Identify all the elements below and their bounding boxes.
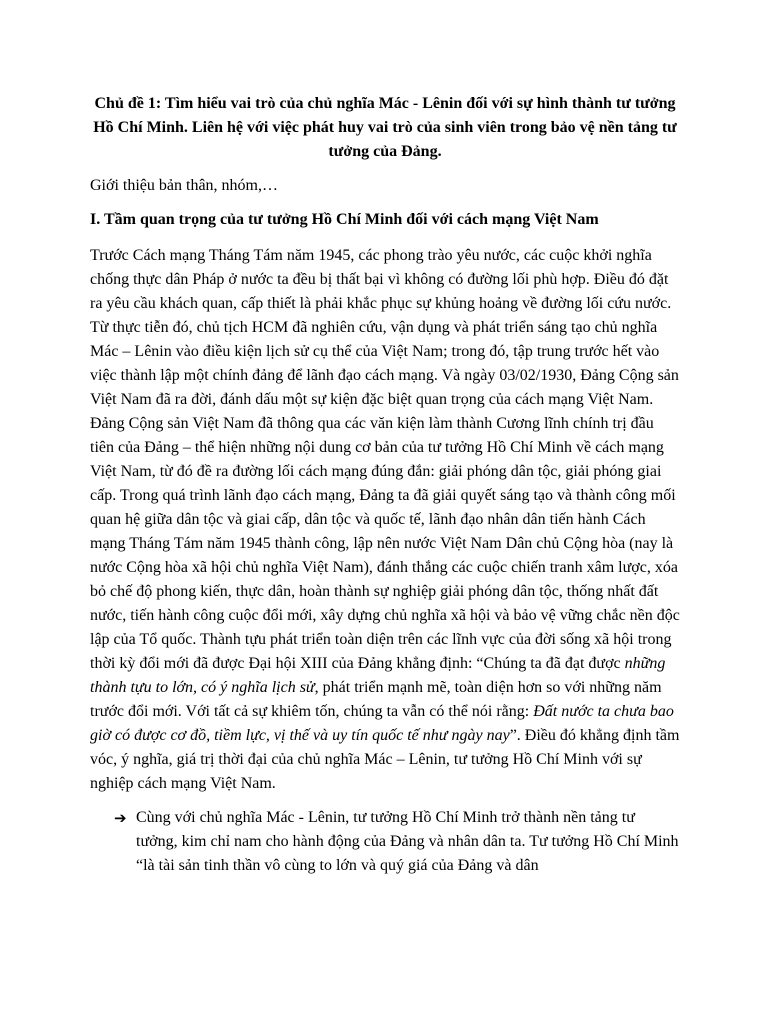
paragraph-text-2: , phát triển mạnh mẽ, toàn diện hơn so với những năm trước đổi mới. Với tất cả sự khiêm tốn, chúng ta vẫn có thể nói rằng: [90, 679, 662, 720]
bullet-text: Cùng với chủ nghĩa Mác - Lênin, tư tưởng Hồ Chí Minh trở thành nền tảng tư tưởng, kim chỉ nam cho hành động của Đảng và nhân dân ta. Tư tưởng Hồ Chí Minh “là tài sản tinh thần vô cùng to lớn và quý giá của Đảng và dân [136, 809, 679, 874]
section-heading: I. Tầm quan trọng của tư tưởng Hồ Chí Minh đối với cách mạng Việt Nam [90, 211, 599, 228]
paragraph-italic-quote-2: Đất nước ta chưa bao giờ có được cơ đồ, tiềm lực, vị thế và uy tín quốc tế như ngày nay [90, 703, 674, 744]
body-paragraph [90, 244, 680, 796]
document-title: Chủ đề 1: Tìm hiểu vai trò của chủ nghĩa Mác - Lênin đối với sự hình thành tư tưởng Hồ Chí Minh. Liên hệ với việc phát huy vai trò của sinh viên trong bảo vệ nền tảng tư tưởng của Đảng. [93, 95, 677, 160]
paragraph-italic-quote-1: những thành tựu to lớn, có ý nghĩa lịch sử [90, 655, 666, 696]
bullet-item [90, 806, 680, 878]
intro-line: Giới thiệu bản thân, nhóm,… [90, 177, 278, 194]
paragraph-text-3: ”. Điều đó khẳng định tầm vóc, ý nghĩa, giá trị thời đại của chủ nghĩa Mác – Lênin, tư tưởng Hồ Chí Minh với sự nghiệp cách mạng Việt Nam. [90, 727, 680, 792]
paragraph-text-1: Trước Cách mạng Tháng Tám năm 1945, các phong trào yêu nước, các cuộc khởi nghĩa chống thực dân Pháp ở nước ta đều bị thất bại vì không có đường lối phù hợp. Điều đó đặt ra yêu cầu khách quan, cấp thiết là phải khắc phục sự khủng hoảng về đường lối cứu nước. Từ thực tiễn đó, chủ tịch HCM đã nghiên cứu, vận dụng và phát triển sáng tạo chủ nghĩa Mác – Lênin vào điều kiện lịch sử cụ thể của Việt Nam; trong đó, tập trung trước hết vào việc thành lập một chính đảng để lãnh đạo cách mạng. Và ngày 03/02/1930, Đảng Cộng sản Việt Nam đã ra đời, đánh dấu một sự kiện đặc biệt quan trọng của cách mạng Việt Nam. Đảng Cộng sản Việt Nam đã thông qua các văn kiện làm thành Cương lĩnh chính trị đầu tiên của Đảng – thể hiện những nội dung cơ bản của tư tưởng Hồ Chí Minh về cách mạng Việt Nam, từ đó đề ra đường lối cách mạng đúng đắn: giải phóng dân tộc, giải phóng giai cấp. Trong quá trình lãnh đạo cách mạng, Đảng ta đã giải quyết sáng tạo và thành công mối quan hệ giữa dân tộc và giai cấp, dân tộc và quốc tế, lãnh đạo nhân dân tiến hành Cách mạng Tháng Tám năm 1945 thành công, lập nên nước Việt Nam Dân chủ Cộng hòa (nay là nước Cộng hòa xã hội chủ nghĩa Việt Nam), đánh thắng các cuộc chiến tranh xâm lược, xóa bỏ chế độ phong kiến, thực dân, hoàn thành sự nghiệp giải phóng dân tộc, thống nhất đất nước, tiến hành công cuộc đổi mới, xây dựng chủ nghĩa xã hội và bảo vệ vững chắc nền độc lập của Tổ quốc. Thành tựu phát triển toàn diện trên các lĩnh vực của đời sống xã hội trong thời kỳ đổi mới đã được Đại hội XIII của Đảng khẳng định: “Chúng ta đã đạt được [90, 247, 680, 672]
arrow-right-icon: ➔ [114, 809, 127, 827]
